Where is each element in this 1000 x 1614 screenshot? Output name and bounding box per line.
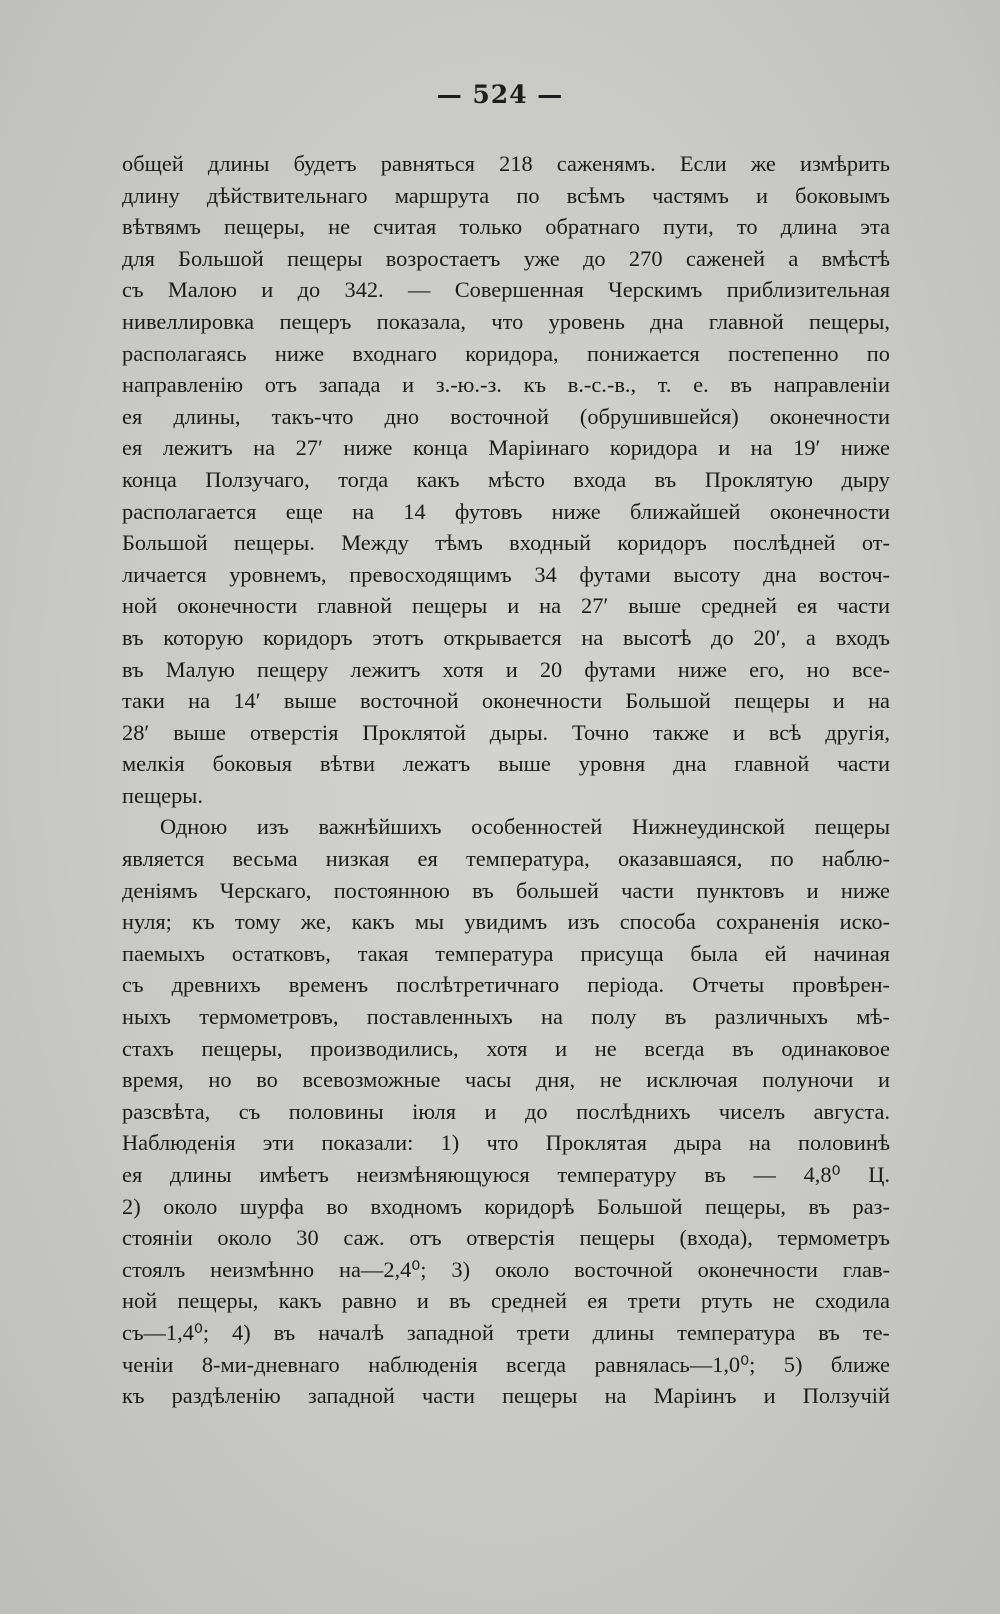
text-line: является весьма низкая ея температура, оказавшаяся, по наблю- xyxy=(122,846,890,872)
text-line: 2) около шурфа во входномъ коридорѣ Большой пещеры, въ раз- xyxy=(122,1193,890,1219)
text-line: деніямъ Черскаго, постоянною въ большей части пунктовъ и ниже xyxy=(122,877,890,903)
paragraph xyxy=(122,811,890,1411)
text-line: ея лежитъ на 27′ ниже конца Маріинаго коридора и на 19′ ниже xyxy=(122,435,890,461)
text-line: стоялъ неизмѣнно на—2,4⁰; 3) около восточной оконечности глав- xyxy=(122,1256,890,1282)
text-line: ныхъ термометровъ, поставленныхъ на полу въ различныхъ мѣ- xyxy=(122,1004,890,1030)
text-line: къ раздѣленію западной части пещеры на Маріинъ и Ползучій xyxy=(122,1383,890,1409)
body-text xyxy=(122,148,890,1412)
text-line: располагается еще на 14 футовъ ниже ближайшей оконечности xyxy=(122,498,890,524)
text-line: располагаясь ниже входнаго коридора, понижается постепенно по xyxy=(122,340,890,366)
text-line: ея длины имѣетъ неизмѣняющуюся температуру въ — 4,8⁰ Ц. xyxy=(122,1162,890,1187)
text-line: съ Малою и до 342. — Совершенная Черскимъ приблизительная xyxy=(122,277,890,303)
text-line: въ Малую пещеру лежитъ хотя и 20 футами ниже его, но все- xyxy=(122,656,890,682)
text-line: время, но во всевозможные часы дня, не исключая полуночи и xyxy=(122,1067,890,1093)
text-line: разсвѣта, съ половины іюля и до послѣднихъ чиселъ августа. xyxy=(122,1098,890,1124)
text-line: Одною изъ важнѣйшихъ особенностей Нижнеудинской пещеры xyxy=(160,814,890,840)
text-line: стояніи около 30 саж. отъ отверстія пещеры (входа), термометръ xyxy=(122,1225,890,1251)
text-line: ной оконечности главной пещеры и на 27′ выше средней ея части xyxy=(122,593,890,619)
text-line: общей длины будетъ равняться 218 саженямъ. Если же измѣрить xyxy=(122,151,890,176)
text-line: таки на 14′ выше восточной оконечности Большой пещеры и на xyxy=(122,688,890,714)
text-line: Наблюденія эти показали: 1) что Проклятая дыра на половинѣ xyxy=(122,1130,890,1156)
text-line: паемыхъ остатковъ, такая температура присуща была ей начиная xyxy=(122,940,890,966)
text-line: личается уровнемъ, превосходящимъ 34 футами высоту дна восточ- xyxy=(122,561,890,587)
text-line: нивеллировка пещеръ показала, что уровень дна главной пещеры, xyxy=(122,308,890,334)
text-line: Большой пещеры. Между тѣмъ входный коридоръ послѣдней от- xyxy=(122,530,890,556)
text-line: мелкія боковыя вѣтви лежатъ выше уровня дна главной части xyxy=(122,751,890,777)
text-line: стахъ пещеры, производились, хотя и не всегда въ одинаковое xyxy=(122,1035,890,1061)
text-line: пещеры. xyxy=(122,782,203,808)
text-line: ченіи 8-ми-дневнаго наблюденія всегда равнялась—1,0⁰; 5) ближе xyxy=(122,1351,890,1377)
text-line: для Большой пещеры возростаетъ уже до 270 саженей а вмѣстѣ xyxy=(122,245,890,271)
text-line: нуля; къ тому же, какъ мы увидимъ изъ способа сохраненія иско- xyxy=(122,909,890,935)
text-line: вѣтвямъ пещеры, не считая только обратнаго пути, то длина эта xyxy=(122,214,890,240)
page-number: — 524 — xyxy=(436,80,564,109)
text-line: 28′ выше отверстія Проклятой дыры. Точно также и всѣ другія, xyxy=(122,719,890,745)
text-line: длину дѣйствительнаго маршрута по всѣмъ частямъ и боковымъ xyxy=(122,182,890,208)
text-line: направленію отъ запада и з.-ю.-з. къ в.-с.-в., т. е. въ направленіи xyxy=(122,372,890,398)
text-line: съ—1,4⁰; 4) въ началѣ западной трети длины температура въ те- xyxy=(122,1319,890,1345)
text-line: въ которую коридоръ этотъ открывается на высотѣ до 20′, а входъ xyxy=(122,624,890,650)
text-line: конца Ползучаго, тогда какъ мѣсто входа въ Проклятую дыру xyxy=(122,466,890,492)
text-line: ея длины, такъ-что дно восточной (обрушившейся) оконечности xyxy=(122,403,890,429)
paragraph xyxy=(122,148,890,811)
text-line: съ древнихъ временъ послѣтретичнаго періода. Отчеты провѣрен- xyxy=(122,972,890,998)
text-line: ной пещеры, какъ равно и въ средней ея трети ртуть не сходила xyxy=(122,1288,890,1314)
